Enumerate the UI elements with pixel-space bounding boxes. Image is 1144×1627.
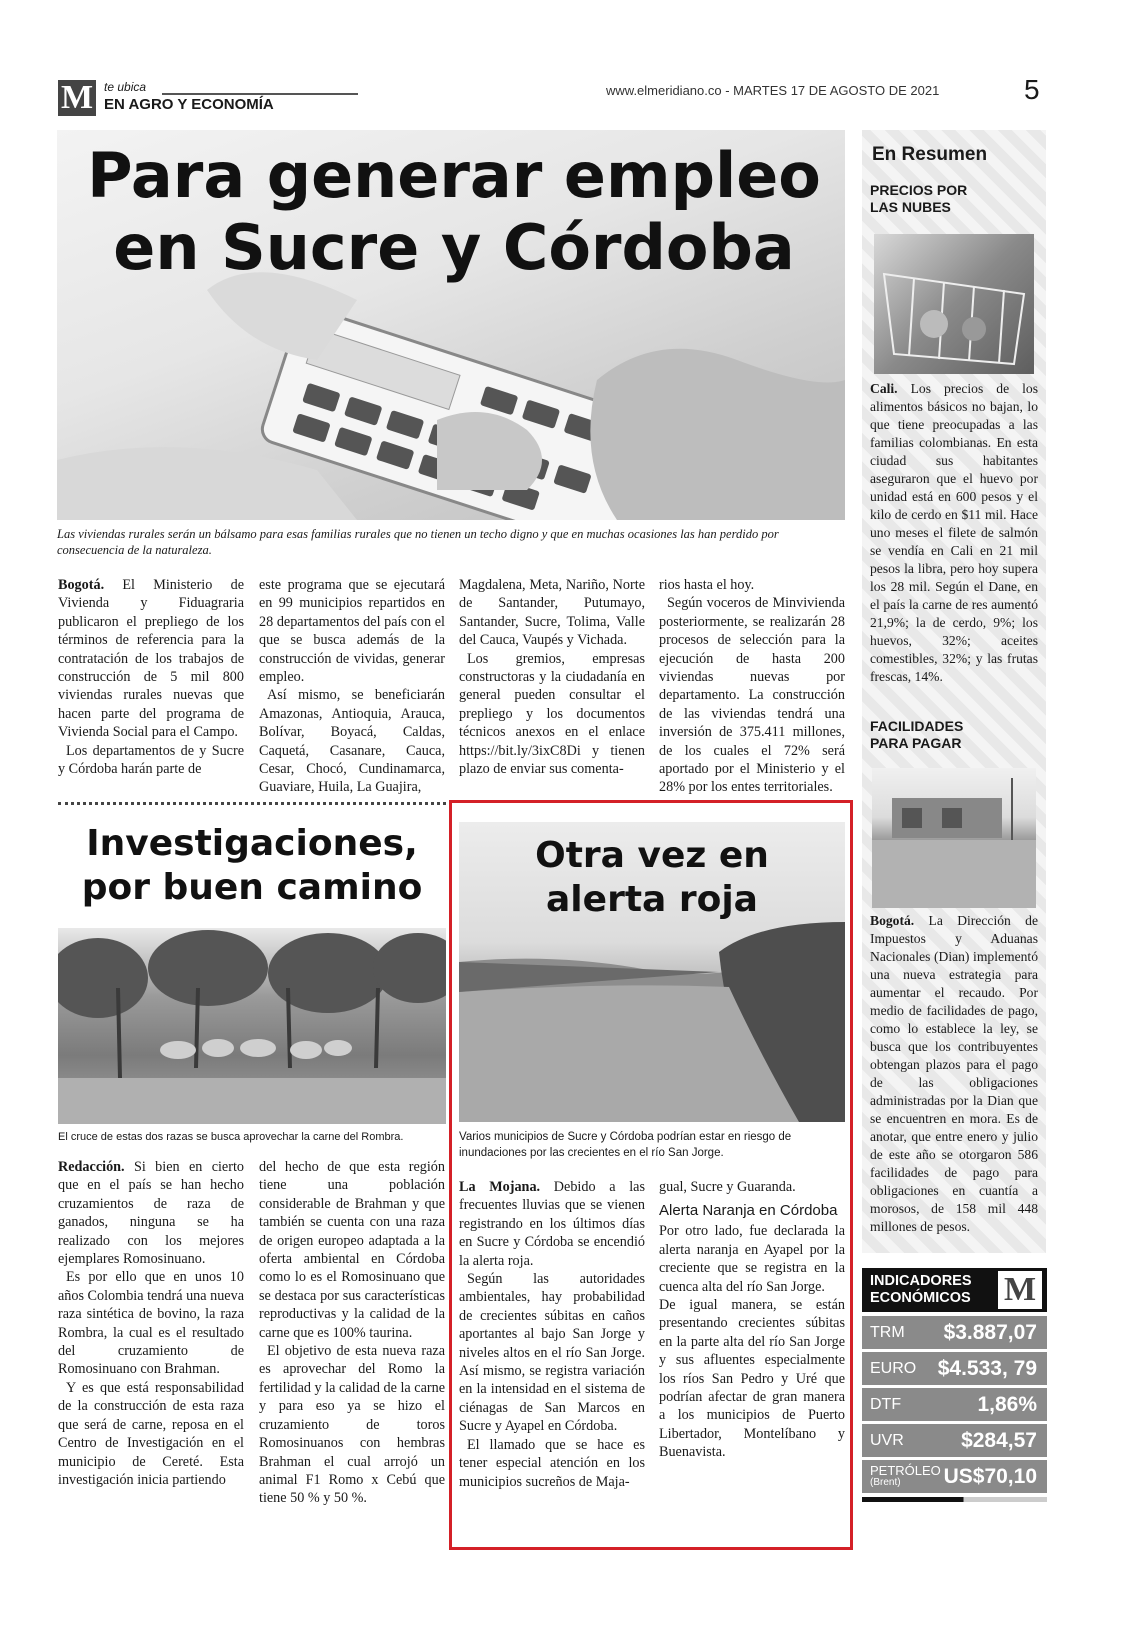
section-tagline: te ubica (104, 80, 147, 94)
dateline: La Mojana. (459, 1179, 541, 1195)
indicadores-header (862, 1268, 1047, 1312)
dateline: Redacción. (58, 1159, 125, 1175)
paragraph: gual, Sucre y Guaranda. (659, 1179, 796, 1195)
resumen-sidebar (862, 130, 1046, 1253)
alerta-col1 (459, 1178, 645, 1491)
resumen-item2-text (870, 912, 1038, 1236)
resumen-item1-title-line2: LAS NUBES (870, 199, 951, 215)
indicator-name: DTF (870, 1395, 902, 1413)
resumen-item1-title (870, 182, 967, 216)
investigaciones-headline (58, 822, 446, 910)
main-article-col3 (459, 576, 645, 778)
tagline-rule (162, 93, 358, 95)
paragraph: Por otro lado, fue declarada la alerta naranja en Ayapel por la creciente que se registra en la cuenca alta del río San Jorge. (659, 1223, 845, 1295)
indicadores-logo: M (998, 1271, 1042, 1309)
indicator-row (862, 1316, 1047, 1349)
alerta-headline-line2: alerta roja (546, 879, 758, 920)
alerta-headline (459, 834, 845, 922)
indicator-row (862, 1352, 1047, 1385)
dateline: Bogotá. (870, 913, 915, 928)
indicator-value: 1,86% (977, 1392, 1037, 1416)
indicator-name-sub: (Brent) (870, 1476, 901, 1488)
resumen-item1-text (870, 380, 1038, 686)
main-article-col4 (659, 576, 845, 797)
paragraph: El objetivo de esta nueva raza es aprovechar del Romo la fertilidad y la calidad de la carne y para eso ya se hizo el cruzamiento de toros Romosinuanos con hembras Brahman el cual arrojó un animal F1 Romo x Cebú que tiene 50 % y 50 %. (259, 1343, 445, 1507)
paragraph: Los gremios, empresas constructoras y la ciudadanía en general pueden consultar el prepliego y los documentos técnicos anexos en el enlace https://bit.ly/3ixC8Di y tienen plazo de enviar sus comenta- (459, 650, 645, 778)
paragraph: rios hasta el hoy. (659, 577, 755, 593)
resumen-item2-title (870, 718, 963, 752)
paragraph: Debido a las frecuentes lluvias que se vienen registrando en los últimos días en Sucre y Córdoba se encendió la alerta roja. (459, 1179, 646, 1269)
investigaciones-headline-line1: Investigaciones, (86, 823, 418, 864)
indicator-row (862, 1460, 1047, 1493)
supermarket-photo (874, 234, 1034, 374)
indicator-value: $3.887,07 (943, 1320, 1037, 1344)
indicadores-box (862, 1268, 1047, 1508)
main-headline-line2: en Sucre y Córdoba (113, 211, 795, 284)
paragraph: del hecho de que esta región tiene una población considerable de Brahman y que también se cuenta con una raza de origen europeo adaptada a la oferta ambiental en Córdoba como lo es el Romosinuano que se destaca por sus características reproductivas y la calidad de la carne que es 100% taurina. (259, 1159, 445, 1341)
alerta-subhead: Alerta Naranja en Córdoba (659, 1202, 838, 1220)
paragraph: La Dirección de Impuestos y Aduanas Nacionales (Dian) implementó una nueva estrategia para aumentar el recaudo. Por medio de facilidades de pago, como lo establece la ley, se busca que los contribuyentes obtengan plazos para el pago de las obligaciones administradas por la Dian que se encuentren en mora. Es de anotar, que entre enero y julio de este año se otorgaron 586 facilidades de pago para obligaciones en cuantía a morosos, de 158 mil 448 millones de pesos. (870, 913, 1038, 1234)
indicator-value: $284,57 (961, 1428, 1037, 1452)
indicator-row (862, 1388, 1047, 1421)
dateline: Cali. (870, 381, 898, 396)
building-illustration (872, 768, 1036, 908)
indicadores-title (870, 1273, 972, 1307)
paragraph: El Ministerio de Vivienda y Fiduagraria publicaron el prepliego de los términos de referencia para la contratación de los trabajos de construcción de 5 mil 800 viviendas rurales nuevas que hacen parte del programa de Vivienda Social para el Campo. (58, 577, 244, 741)
main-article-col2 (259, 576, 445, 797)
main-headline-line1: Para generar empleo (87, 139, 821, 212)
cattle-illustration (58, 928, 446, 1124)
section-title: EN AGRO Y ECONOMÍA (104, 96, 274, 113)
page-number: 5 (1024, 74, 1040, 105)
paragraph: Y es que está responsabilidad de la construcción de esta raza que será de carne, reposa en el Centro de Investigación en el municipio de Cereté. Esta investigación inicia partiendo (58, 1379, 244, 1488)
paragraph: Si bien en cierto que en el país se han hecho cruzamientos de raza de ganados, ninguna se ha realizado con los mejores ejemplares Romosinuano. (58, 1159, 244, 1268)
indicator-name: EURO (870, 1359, 917, 1377)
site-and-date: www.elmeridiano.co - MARTES 17 DE AGOSTO DE 2021 (606, 83, 940, 98)
investigaciones-headline-line2: por buen camino (81, 867, 423, 908)
paragraph: Los precios de los alimentos básicos no bajan, lo que tiene preocupadas a las familias colombianas. En esta ciudad sus habitantes aseguraron que el huevo por unidad está en 600 pesos y el kilo de cerdo en $11 mil. Hace uno meses el filete de salmón se vendía en Cali en 21 mil pesos la libra, pero hoy supera los 28 mil. Según el Dane, en el país la carne de res aumentó 21,9%; la de cerdo, 9%; los huevos, 32%; aceites comestibles, 32%; y las frutas frescas, 14%. (870, 381, 1038, 684)
alerta-col2 (659, 1178, 845, 1462)
indicator-row (862, 1424, 1047, 1457)
main-article-col1 (58, 576, 244, 778)
indicator-value: $4.533, 79 (937, 1356, 1037, 1380)
cattle-photo-caption: El cruce de estas dos razas se busca aprovechar la carne del Rombra. (58, 1131, 404, 1143)
resumen-heading: En Resumen (872, 144, 988, 165)
dateline: Bogotá. (58, 577, 105, 593)
paragraph: Así mismo, se beneficiarán Amazonas, Antioquia, Arauca, Bolívar, Boyacá, Caldas, Caquetá, Casanare, Cauca, Cesar, Chocó, Cundinamarca, Guaviare, Huila, La Guajira, (259, 687, 445, 796)
paragraph: Magdalena, Meta, Nariño, Norte de Santander, Putumayo, Santander, Sucre, Tolima, Valle del Cauca, Vaupés y Vichada. (459, 577, 645, 649)
indicadores-title-line2: ECONÓMICOS (870, 1290, 971, 1306)
resumen-item1-title-line1: PRECIOS POR (870, 182, 968, 198)
paragraph: Según voceros de Minvivienda posteriormente, se realizarán 28 procesos de selección para la ejecución de hasta 200 viviendas nuevas por departamento. La construcción de las viviendas tendrá una inversión de 375.411 millones, de los cuales el 72% será aportado por el Ministerio y el 28% por los entes territoriales. (659, 595, 845, 796)
masthead (58, 80, 308, 120)
main-headline (60, 140, 848, 284)
investigaciones-col1 (58, 1158, 244, 1489)
indicadores-footer-bar (862, 1497, 1047, 1502)
alerta-headline-line1: Otra vez en (535, 835, 769, 876)
indicator-name: UVR (870, 1431, 904, 1449)
paragraph: El llamado que se hace es tener especial atención en los municipios sucreños de Maja- (459, 1436, 645, 1490)
indicator-name: TRM (870, 1323, 905, 1341)
paragraph: De igual manera, se están presentando crecientes súbitas en la parte alta del río San Jorge y sus afluentes especialmente los ríos San Pedro y Uré que podrían afectar de gran manera a los municipios de Puerto Libertador, Montelíbano y Buenavista. (659, 1297, 845, 1461)
paragraph: Es por ello que en unos 10 años Colombia tendrá una nueva raza sintética de bovino, la raza Rombra, la cual es el resultado del cruzamiento de Romosinuano con Brahman. (58, 1269, 244, 1378)
cattle-photo (58, 928, 446, 1124)
main-photo-caption: Las viviendas rurales serán un bálsamo para esas familias rurales que no tienen un techo digno y que en muchas ocasiones las han perdido por consecuencia de la naturaleza. (57, 527, 779, 557)
logo-m: M (58, 80, 96, 116)
indicator-name (870, 1462, 941, 1489)
dian-office-photo (872, 768, 1036, 908)
cart-illustration (874, 234, 1034, 374)
investigaciones-col2 (259, 1158, 445, 1508)
section-divider (58, 802, 446, 805)
paragraph: Según las autoridades ambientales, hay probabilidad de crecientes súbitas en caños aportantes al bajo San Jorge y niveles altos en el río San Jorge. Así mismo, se registra variación en la intensidad en el sistema de ciénagas de San Marcos en Sucre y Ayapel en Córdoba. (459, 1271, 645, 1435)
resumen-item2-title-line1: FACILIDADES (870, 718, 964, 734)
paragraph: este programa que se ejecutará en 99 municipios repartidos en 28 departamentos del país con el que se busca además de la construcción de vividas, generar empleo. (259, 577, 445, 686)
resumen-item2-title-line2: PARA PAGAR (870, 735, 962, 751)
river-photo-caption: Varios municipios de Sucre y Córdoba podrían estar en riesgo de inundaciones por las crecientes en el río San Jorge. (459, 1131, 792, 1159)
indicator-name-main: PETRÓLEO (870, 1462, 941, 1478)
indicadores-title-line1: INDICADORES (870, 1273, 972, 1289)
paragraph: Los departamentos de y Sucre y Córdoba harán parte de (58, 742, 244, 778)
indicator-value: US$70,10 (943, 1464, 1037, 1488)
